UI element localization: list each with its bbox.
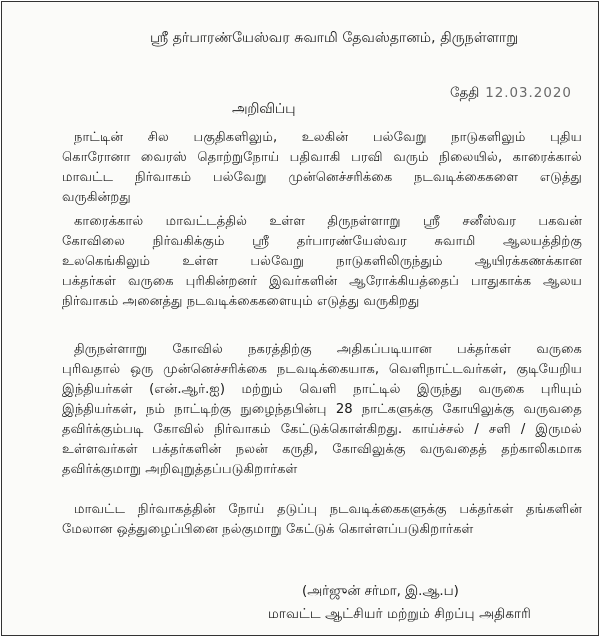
paragraph-line: தவிர்க்கும்படி கோவில் நிர்வாகம் கேட்டுக்கொள்கிறது. காய்ச்சல் / சளி / இருமல்: [62, 422, 582, 437]
paragraph-line: மேலான ஒத்துழைப்பினை நல்குமாறு கேட்டுக் கொள்ளப்படுகிறார்கள்: [62, 522, 474, 537]
notice-title: அறிவிப்பு: [232, 101, 296, 117]
paragraph-line: உலகெங்கிலும் உள்ள பல்வேறு நாடுகளிலிருந்தும் ஆயிரக்கணக்கான: [62, 254, 582, 269]
date-label: தேதி: [450, 86, 480, 101]
paragraph-4: [62, 500, 582, 540]
paragraph-line: புரிவதால் ஒரு முன்னெச்சரிக்கை நடவடிக்கையாக, வெளிநாட்டவர்கள், குடியேறிய: [62, 362, 582, 377]
paragraph-line: கொரோனா வைரஸ் தொற்றுநோய் பதிவாகி பரவி வரும் நிலையில், காரைக்கால்: [62, 150, 582, 165]
date-value: 12.03.2020: [485, 86, 572, 101]
paragraph-line: கோவிலை நிர்வகிக்கும் ஸ்ரீ தர்பாரண்யேஸ்வர சுவாமி ஆலயத்திற்கு: [62, 234, 582, 249]
paragraph-line: வருகின்றது: [62, 190, 131, 205]
paragraph-line: தவிர்க்குமாறு அறிவுறுத்தப்படுகிறார்கள்: [62, 462, 298, 477]
paragraph-line: உள்ளவர்கள் பக்தர்களின் நலன் கருதி, கோவிலுக்கு வருவதைத் தற்காலிகமாக: [62, 442, 582, 457]
notice-document: [1, 1, 599, 636]
paragraph-line: மாவட்ட நிர்வாகத்தின் நோய் தடுப்பு நடவடிக்கைகளுக்கு பக்தர்கள் தங்களின்: [74, 502, 582, 517]
paragraph-line: இந்தியர்கள், நம் நாட்டிற்கு நுழைந்தபின்பு 28 நாட்களுக்கு கோயிலுக்கு வருவதை: [62, 402, 582, 417]
paragraph-line: மாவட்ட நிர்வாகம் பல்வேறு முன்னெச்சரிக்கை நடவடிக்கைகளை எடுத்து: [62, 170, 582, 185]
paragraph-line: நிர்வாகம் அனைத்து நடவடிக்கைகளையும் எடுத்து வருகிறது: [62, 294, 420, 309]
signatory-name: (அர்ஜுன் சர்மா, இ.ஆ.ப): [302, 584, 459, 599]
paragraph-2: [62, 212, 582, 312]
paragraph-1: [62, 128, 582, 208]
paragraph-line: நாட்டின் சில பகுதிகளிலும், உலகின் பல்வேறு நாடுகளிலும் புதிய: [74, 130, 582, 145]
paragraph-line: காரைக்கால் மாவட்டத்தில் உள்ள திருநள்ளாறு ஸ்ரீ சனீஸ்வர பகவன்: [74, 214, 582, 229]
paragraph-line: திருநள்ளாறு கோவில் நகரத்திற்கு அதிகப்படியான பக்தர்கள் வருகை: [74, 342, 582, 357]
date-block: [450, 84, 572, 104]
temple-header-title: ஸ்ரீ தர்பாரண்யேஸ்வர சுவாமி தேவஸ்தானம், திருநள்ளாறு: [150, 30, 519, 46]
paragraph-line: பக்தர்கள் வருகை புரிகின்றனர் இவர்களின் ஆரோக்கியத்தைப் பாதுகாக்க ஆலய: [62, 274, 582, 289]
paragraph-line: இந்தியர்கள் (என்.ஆர்.ஐ) மற்றும் வெளி நாட்டில் இருந்து வருகை புரியும்: [62, 382, 582, 397]
paragraph-3: [62, 340, 582, 480]
signatory-title: மாவட்ட ஆட்சியர் மற்றும் சிறப்பு அதிகாரி: [268, 607, 531, 622]
